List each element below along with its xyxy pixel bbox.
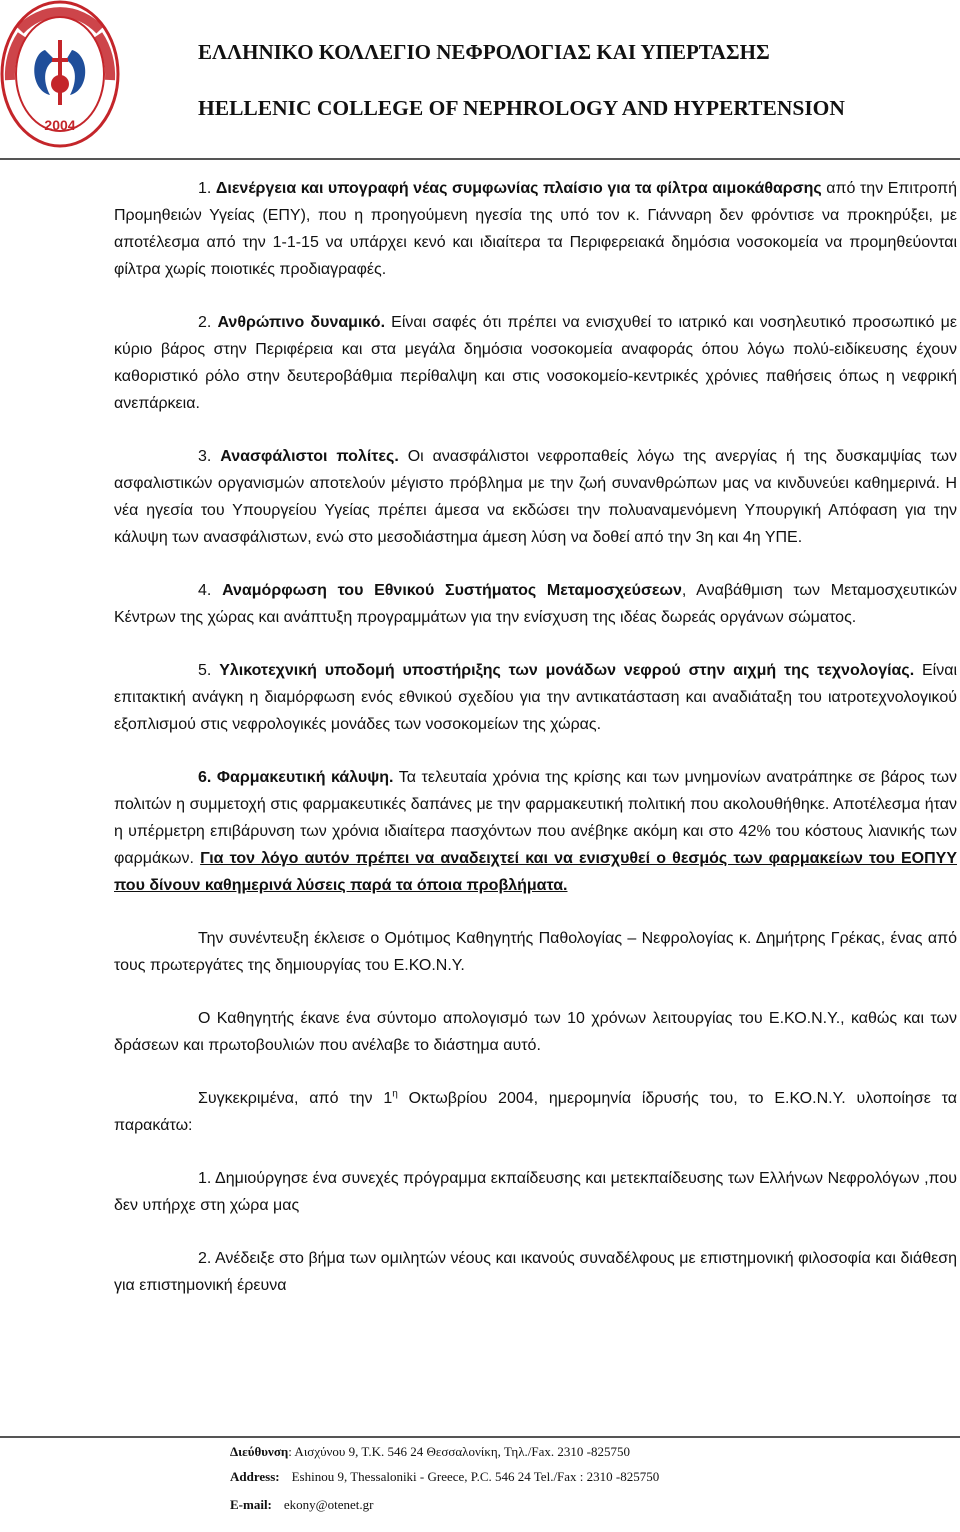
paragraph-founding: Συγκεκριμένα, από την $1^\eta$ Οκτωβρίου 2004, ημερομηνία ίδρυσής του, το Ε.ΚΟ.Ν.Υ. υλοποίησε τα παρακάτω: — [114, 1088, 957, 1134]
footer-address-greek: Διεύθυνση: Αισχύνου 9, Τ.Κ. 546 24 Θεσσαλονίκη, Τηλ./Fax. 2310 -825750 — [230, 1444, 630, 1459]
paragraph-2-heading: Ανθρώπινο δυναμικό. — [217, 314, 386, 331]
college-title-greek: ΕΛΛΗΝΙΚΟ ΚΟΛΛΕΓΙΟ ΝΕΦΡΟΛΟΓΙΑΣ ΚΑΙ ΥΠΕΡΤΑΣΗΣ — [198, 40, 770, 64]
paragraph-5: 5. Υλικοτεχνική υποδομή υποστήριξης των μονάδων νεφρού στην αιχμή της τεχνολογίας. Είναι επιτακτική ανάγκη η διαμόρφωση ενός εθνικού σχεδίου για την αντικατάσταση και αναδιάταξη του ιατροτεχνολογικού εξοπλισμού στις νεφρολογικές μονάδες των νοσοκομείων της χώρας. — [114, 662, 958, 733]
paragraph-3: 3. Ανασφάλιστοι πολίτες. Οι ανασφάλιστοι νεφροπαθείς λόγω της ανεργίας ή της δυσκαμψίας των ασφαλιστικών οργανισμών αποτελούν μέγιστο πρόβλημα με την ζωή συνανθρώπων μας να κινδυνεύει καθημερινά. Η νέα ηγεσία του Υπουργείου Υγείας πρέπει άμεσα να εκδώσει την πολυαναμενόμενη Υπουργική Απόφαση για την κάλυψη των ανασφάλιστων, ενώ στο μεσοδιάστημα άμεση λύση να δοθεί από την 3η και 4η ΥΠΕ. — [114, 448, 957, 546]
paragraph-4: 4. Αναμόρφωση του Εθνικού Συστήματος Μεταμοσχεύσεων, Αναβάθμιση των Μεταμοσχευτικών Κέντρων της χώρας και ανάπτυξη προγραμμάτων για την ενίσχυση της ιδέας δωρεάς οργάνων σώματος. — [114, 582, 957, 626]
logo-year: 2004 — [44, 117, 76, 133]
achievement-1: 1. Δημιούργησε ένα συνεχές πρόγραμμα εκπαίδευσης και μετεκπαίδευσης των Ελλήνων Νεφρολόγων ,που δεν υπήρχε στη χώρα μας — [114, 1170, 957, 1214]
paragraph-5-heading: Υλικοτεχνική υποδομή υποστήριξης των μονάδων νεφρού στην αιχμή της τεχνολογίας. — [219, 662, 915, 679]
document-body — [114, 175, 957, 1299]
college-title-english: HELLENIC COLLEGE OF NEPHROLOGY AND HYPERTENSION — [198, 96, 845, 120]
header-divider — [0, 158, 960, 160]
footer-address-english: Address: Eshinou 9, Thessaloniki - Greece, P.C. 546 24 Tel./Fax : 2310 -825750 — [230, 1469, 660, 1484]
letterhead — [0, 0, 960, 160]
paragraph-1: 1. Διενέργεια και υπογραφή νέας συμφωνίας πλαίσιο για τα φίλτρα αιμοκάθαρσης από την Επιτροπή Προμηθειών Υγείας (ΕΠΥ), που η προηγούμενη ηγεσία της υπό τον κ. Γιάνναρη δεν φρόντισε να προκηρύξει, με αποτέλεσμα από την 1-1-15 να υπάρχει κενό και ιδιαίτερα τα Περιφερειακά δημόσια νοσοκομεία να προμηθεύονται φίλτρα χωρίς ποιοτικές προδιαγραφές. — [114, 180, 958, 278]
footer-email: E-mail: ekony@otenet.gr — [230, 1497, 374, 1512]
paragraph-1-heading: Διενέργεια και υπογραφή νέας συμφωνίας πλαίσιο για τα φίλτρα αιμοκάθαρσης — [215, 180, 822, 197]
paragraph-6-underlined: Για τον λόγο αυτόν πρέπει να αναδειχτεί και να ενισχυθεί ο θεσμός των φαρμακείων του ΕΟΠΥΥ που δίνουν καθημερινά λύσεις παρά τα όποια προβλήματα. — [114, 850, 957, 894]
paragraph-4-heading: Αναμόρφωση του Εθνικού Συστήματος Μεταμοσχεύσεων — [222, 582, 682, 599]
paragraph-closing-interview: Την συνέντευξη έκλεισε ο Ομότιμος Καθηγητής Παθολογίας – Νεφρολογίας κ. Δημήτρης Γρέκας, ένας από τους πρωτεργάτες της δημιουργίας του Ε.ΚΟ.Ν.Υ. — [114, 930, 957, 974]
paragraph-3-heading: Ανασφάλιστοι πολίτες. — [220, 448, 399, 465]
college-logo — [0, 0, 124, 150]
paragraph-review: Ο Καθηγητής έκανε ένα σύντομο απολογισμό των 10 χρόνων λειτουργίας του Ε.ΚΟ.Ν.Υ., καθώς και των δράσεων και πρωτοβουλιών που ανέλαβε το διάστημα αυτό. — [114, 1010, 957, 1054]
email-link[interactable]: ekony@otenet.gr — [283, 1497, 374, 1512]
paragraph-2: 2. Ανθρώπινο δυναμικό. Είναι σαφές ότι πρέπει να ενισχυθεί το ιατρικό και νοσηλευτικό προσωπικό με κύριο βάρος στην Περιφέρεια και στα μεγάλα δημόσια νοσοκομεία αναφοράς όπου λόγω πολύ-ειδίκευσης έχουν καθοριστικό ρόλο στην δευτεροβάθμια περίθαλψη και στις νοσοκομείο-κεντρικές χρόνιες παθήσεις όπως η νεφρική ανεπάρκεια. — [114, 314, 957, 412]
achievement-2: 2. Ανέδειξε στο βήμα των ομιλητών νέους και ικανούς συναδέλφους με επιστημονική φιλοσοφία και διάθεση για επιστημονική έρευνα — [114, 1250, 957, 1294]
paragraph-6: 6. Φαρμακευτική κάλυψη. Τα τελευταία χρόνια της κρίσης και των μνημονίων ανατράπηκε σε βάρος των πολιτών η συμμετοχή στις φαρμακευτικές δαπάνες με την φαρμακευτική πολιτική που ακολουθήθηκε. Αποτέλεσμα ήταν η υπέρμετρη επιβάρυνση των χρόνια ιδιαίτερα πασχόντων που ανέβηκε ακόμη και στο 42% του κόστους λιανικής των φαρμάκων. Για τον λόγο αυτόν πρέπει να αναδειχτεί και να ενισχυθεί ο θεσμός των φαρμακείων του ΕΟΠΥΥ που δίνουν καθημερινά λύσεις παρά τα όποια προβλήματα. — [114, 769, 958, 894]
paragraph-6-heading: Φαρμακευτική κάλυψη. — [216, 769, 394, 786]
footer-divider — [0, 1436, 960, 1438]
